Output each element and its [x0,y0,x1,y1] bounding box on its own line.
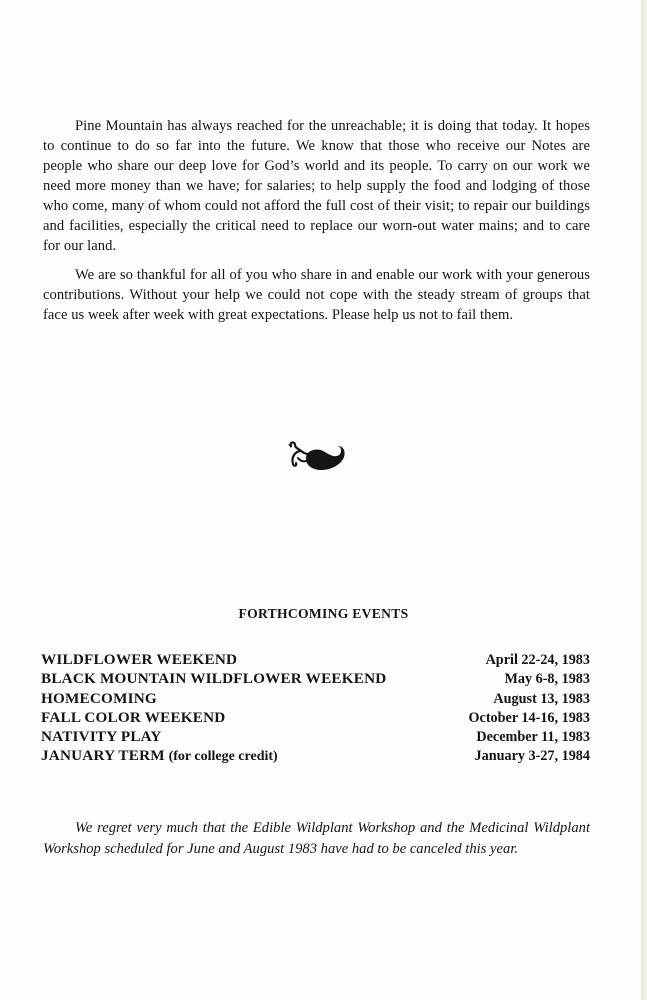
event-date: January 3-27, 1984 [474,748,590,765]
event-title [41,746,278,766]
event-date: October 14-16, 1983 [468,709,590,726]
page-edge [641,0,647,1000]
event-title [41,650,237,669]
event-row [41,650,590,669]
fleuron-leaf-icon [285,440,347,476]
event-name: JANUARY TERM [41,747,165,765]
event-title [41,689,157,708]
cancellation-notice: We regret very much that the Edible Wildplant Workshop and the Medicinal Wildplant Workshop scheduled for June and August 1983 have had to be canceled this year. [43,820,590,857]
events-heading: FORTHCOMING EVENTS [238,606,409,621]
event-date: December 11, 1983 [476,729,590,746]
event-title [41,708,225,727]
event-name: BLACK MOUNTAIN WILDFLOWER WEEKEND [41,670,387,688]
event-row [41,689,590,708]
event-note: (for college credit) [168,749,278,765]
body-paragraph-1 [43,116,590,256]
paragraph-text: Pine Mountain has always reached for the unreachable; it is doing that today. It hopes to continue to do so far into the future. We know that those who receive our Notes are people who share our deep love for God’s world and its people. To carry on our work we need more money than we have; for salaries; to help supply the food and lodging of those who come, many of whom could not afford the full cost of their visit; to repair our buildings and facilities, especially the critical need to replace our worn-out water mains; and to care for our land. [43,118,590,254]
event-name: WILDFLOWER WEEKEND [41,651,238,668]
event-title [41,669,386,688]
event-row [41,708,590,727]
event-row [41,727,590,746]
event-row [41,746,590,765]
event-name: FALL COLOR WEEKEND [41,708,226,726]
event-title [41,727,162,746]
events-list [41,650,590,766]
event-name: HOMECOMING [41,689,157,707]
body-paragraph-2 [43,265,590,325]
event-date: May 6-8, 1983 [504,671,590,688]
event-name: NATIVITY PLAY [41,728,162,746]
event-row [41,669,590,688]
paragraph-text: We are so thankful for all of you who share in and enable our work with your generous contributions. Without your help we could not cope with the steady stream of groups that face us week after week with great expectations. Please help us not to fail them. [43,267,590,323]
event-date: April 22-24, 1983 [485,652,590,668]
event-date: August 13, 1983 [493,690,590,707]
